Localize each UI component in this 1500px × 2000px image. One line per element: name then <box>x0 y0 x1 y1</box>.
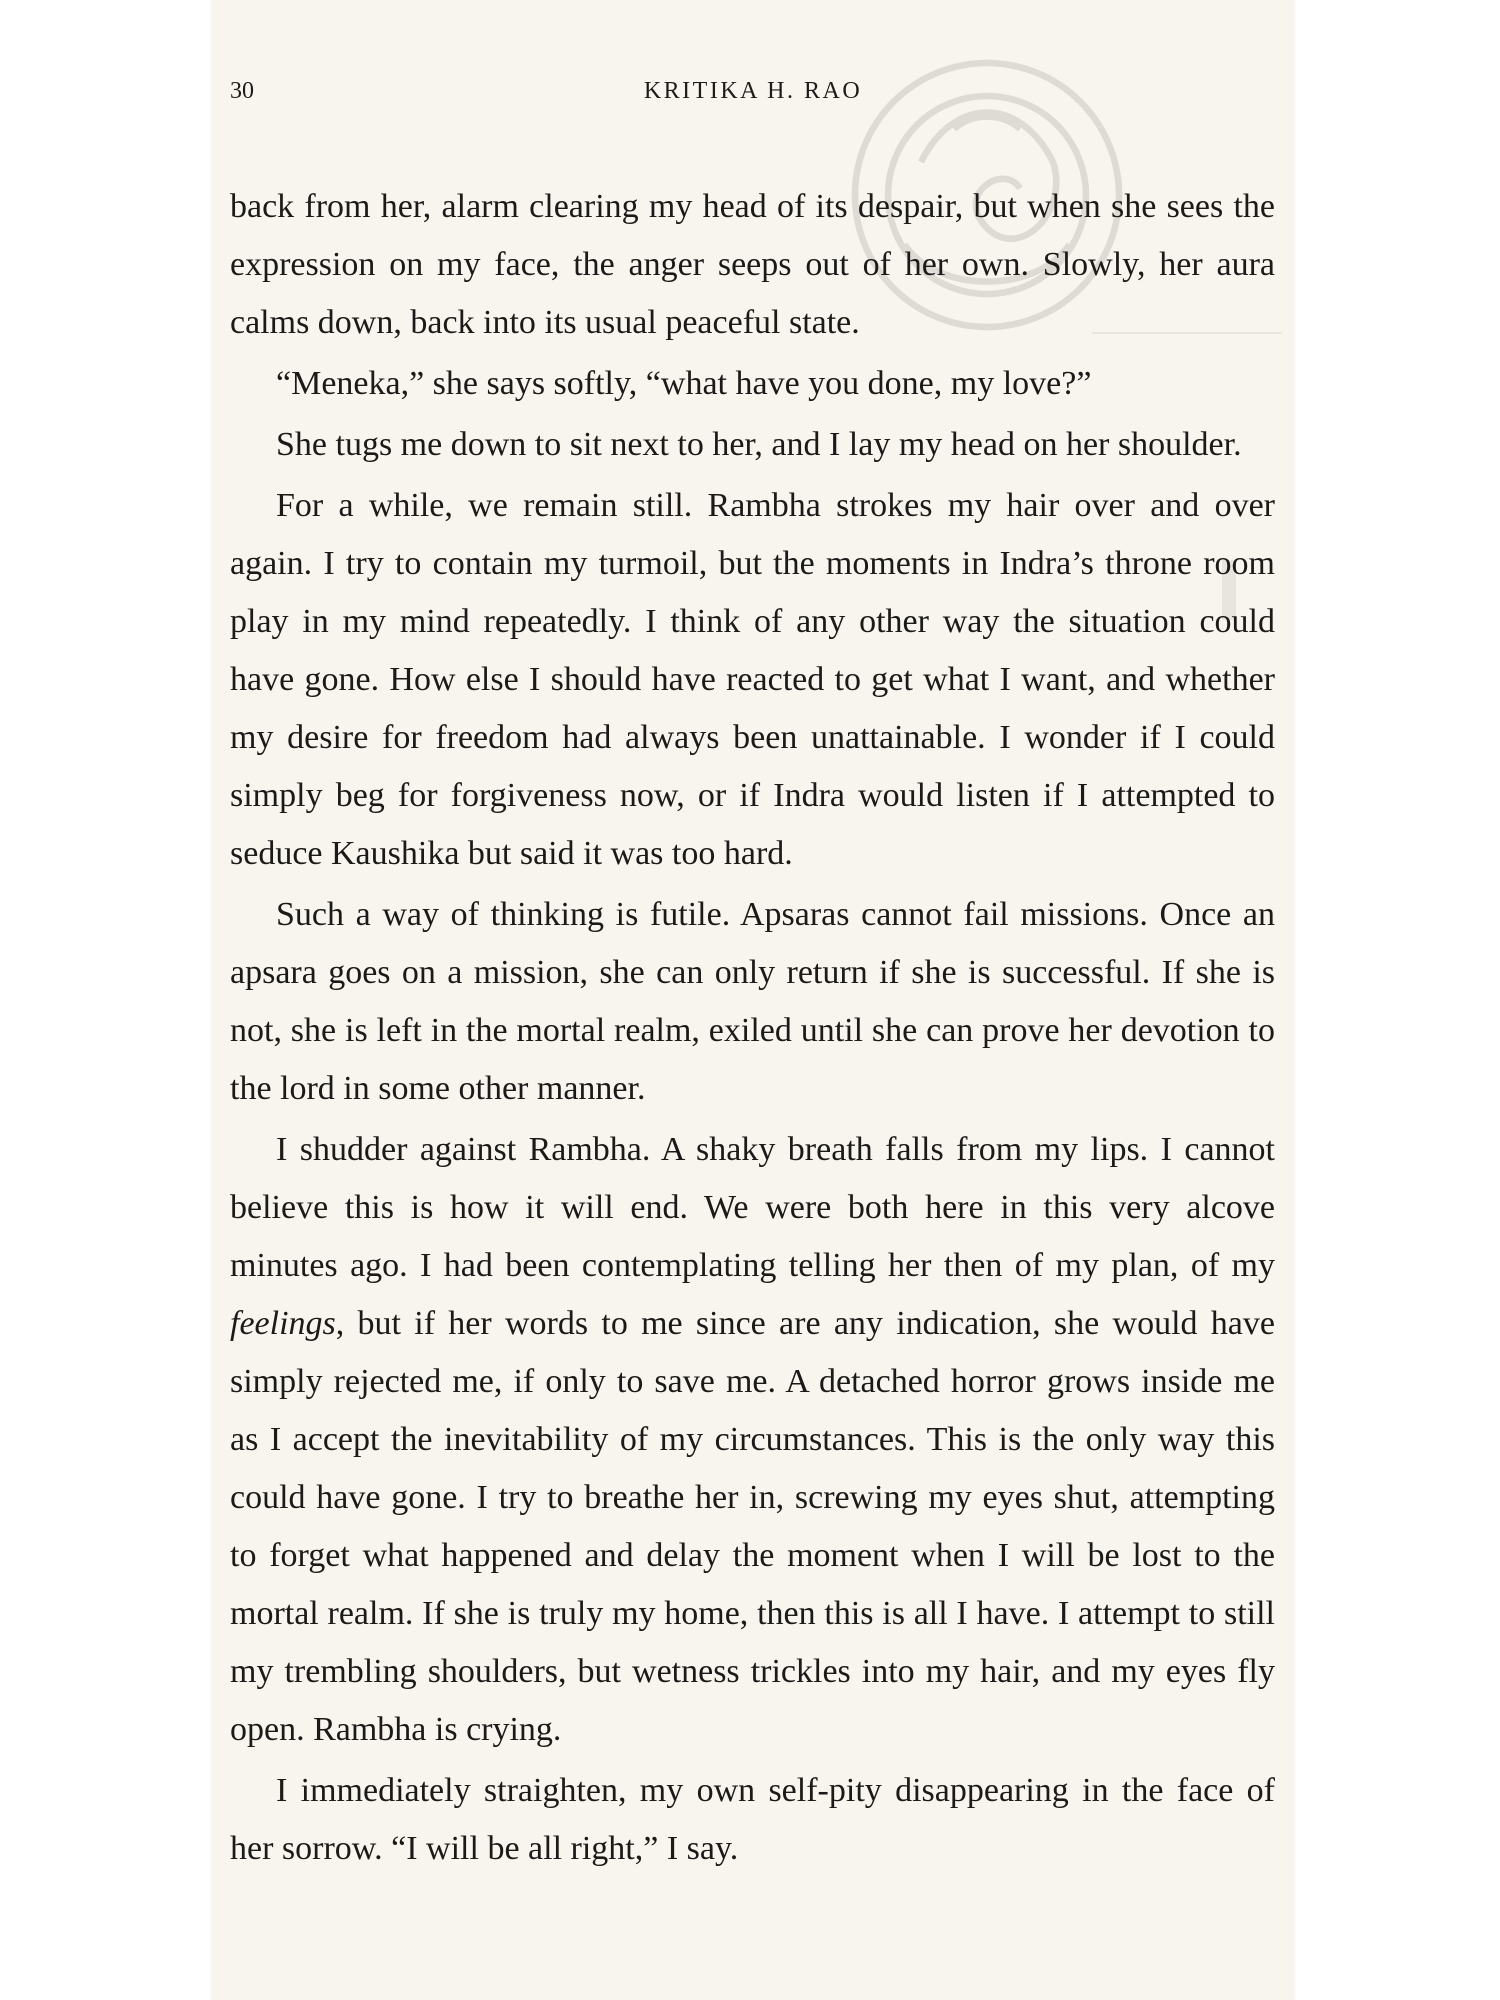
book-page <box>212 0 1294 2000</box>
body-text <box>230 178 1275 1878</box>
paragraph: Such a way of thinking is futile. Apsaras cannot fail missions. Once an apsara goes on a mission, she can only return if she is successful. If she is not, she is left in the mortal realm, exiled until she can prove her devotion to the lord in some other manner. <box>230 896 1275 1107</box>
running-head-author: KRITIKA H. RAO <box>643 78 863 104</box>
paragraph: I immediately straighten, my own self-pity disappearing in the face of her sorrow. “I will be all right,” I say. <box>230 1772 1275 1867</box>
running-head <box>212 78 1294 118</box>
italic-emphasis: feelings <box>230 1305 336 1342</box>
paragraph: “Meneka,” she says softly, “what have you done, my love?” <box>276 365 1092 402</box>
paragraph: back from her, alarm clearing my head of its despair, but when she sees the expression on my face, the anger seeps out of her own. Slowly, her aura calms down, back into its usual peaceful state. <box>230 188 1275 341</box>
paragraph: She tugs me down to sit next to her, and I lay my head on her shoulder. <box>276 426 1242 463</box>
paragraph: For a while, we remain still. Rambha strokes my hair over and over again. I try to contain my turmoil, but the moments in Indra’s throne room play in my mind repeatedly. I think of any other way the situation could have gone. How else I should have reacted to get what I want, and whether my desire for freedom had always been unattainable. I wonder if I could simply beg for forgiveness now, or if Indra would listen if I attempted to seduce Kaushika but said it was too hard. <box>230 487 1275 872</box>
paragraph-text: , but if her words to me since are any indication, she would have simply rejected me, if only to save me. A detached horror grows inside me as I accept the inevitability of my circumstances. This is the only way this could have gone. I try to breathe her in, screwing my eyes shut, attempting to forget what happened and delay the moment when I will be lost to the mortal realm. If she is truly my home, then this is all I have. I attempt to still my trembling shoulders, but wetness trickles into my hair, and my eyes fly open. Rambha is crying. <box>230 1305 1275 1748</box>
page-number: 30 <box>230 78 254 104</box>
paragraph <box>230 1121 1275 1759</box>
paragraph-text: I shudder against Rambha. A shaky breath falls from my lips. I cannot believe this is how it will end. We were both here in this very alcove minutes ago. I had been contemplating telling her then of my plan, of my <box>230 1131 1275 1284</box>
